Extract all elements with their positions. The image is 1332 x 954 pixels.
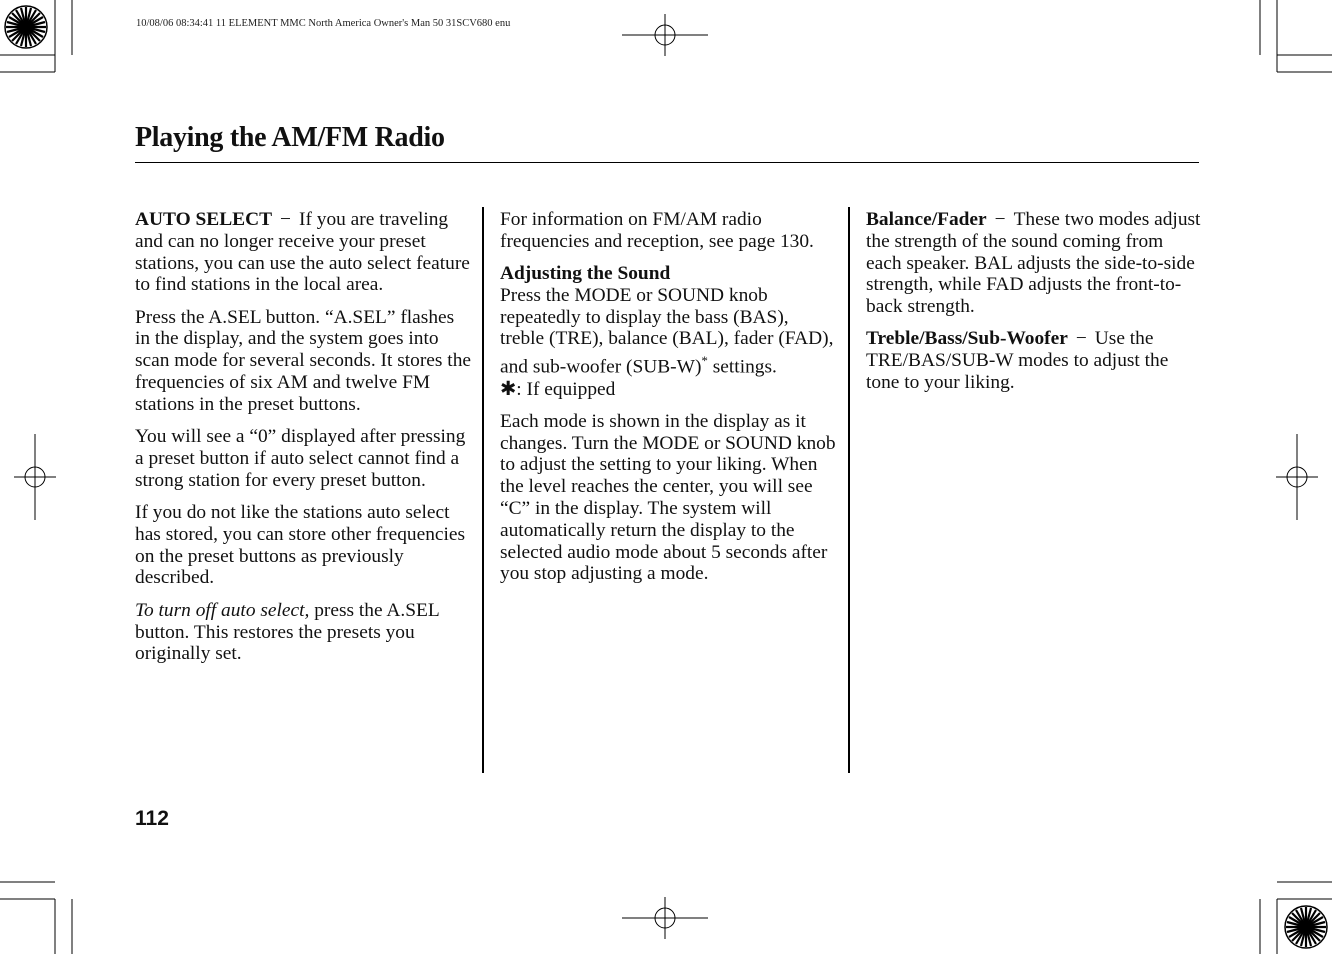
print-slug: 10/08/06 08:34:41 11 ELEMENT MMC North America Owner's Man 50 31SCV680 enu [136, 18, 511, 29]
settings-text: settings. [712, 356, 777, 378]
balance-fader-text: These two modes adjust the strength of the sound coming from each speaker. BAL adjusts the side-to-side strength, while FAD adjusts the front-to-back strength. [866, 209, 1201, 318]
mode-knob-text: Press the MODE or SOUND knob repeatedly to display the bass (BAS), treble (TRE), balance (BAL), fader (FAD), and sub-woofer (SUB-W) [500, 284, 834, 378]
auto-select-paragraph [135, 209, 471, 296]
footnote-mark-icon: ✱ [500, 378, 517, 400]
each-mode-paragraph: Each mode is shown in the display as it changes. Turn the MODE or SOUND knob to adjust the setting to your liking. When the level reaches the center, you will see “C” in the display. The system will automatically return the display to the selected audio mode about 5 seconds after you stop adjusting a mode. [500, 410, 836, 585]
column-divider-2 [848, 207, 850, 773]
treble-bass-text: Use the TRE/BAS/SUB-W modes to adjust the tone to your liking. [866, 328, 1169, 394]
starburst-top-left-icon [5, 6, 47, 48]
page-number: 112 [135, 807, 169, 830]
mode-knob-paragraph [500, 285, 836, 379]
em-dash: − [1075, 328, 1087, 350]
footnote [500, 379, 836, 401]
balance-fader-term: Balance/Fader [866, 209, 987, 230]
zero-displayed-paragraph: You will see a “0” displayed after pressing a preset button if auto select cannot find a strong station for every preset button. [135, 426, 466, 491]
column-2 [500, 209, 836, 596]
footnote-text: : If equipped [516, 378, 616, 400]
turn-off-italic: To turn off auto select, [135, 599, 310, 621]
auto-select-term: AUTO SELECT [135, 209, 273, 230]
auto-select-text: If you are traveling and can no longer receive your preset stations, you can use the auto select feature to find stations in the local area. [135, 209, 470, 296]
turn-off-paragraph [135, 600, 471, 665]
column-1 [135, 209, 471, 676]
treble-bass-paragraph [866, 328, 1202, 393]
starburst-bottom-right-icon [1285, 906, 1327, 948]
fm-am-info-paragraph: For information on FM/AM radio frequencies and reception, see page 130. [500, 209, 814, 252]
adjusting-sound-heading-text: Adjusting the Sound [500, 263, 671, 285]
em-dash: − [280, 209, 291, 230]
page-title: Playing the AM/FM Radio [135, 122, 445, 153]
asel-paragraph: Press the A.SEL button. “A.SEL” flashes in the display, and the system goes into scan mode for several seconds. It stores the frequencies of six AM and twelve FM stations in the preset buttons. [135, 306, 471, 415]
title-rule [135, 162, 1199, 163]
column-3 [866, 209, 1202, 404]
adjusting-sound-heading [500, 263, 836, 285]
asterisk-mark: * [701, 353, 708, 369]
column-divider-1 [482, 207, 484, 773]
balance-fader-paragraph [866, 209, 1202, 318]
em-dash: − [994, 209, 1006, 230]
store-other-paragraph: If you do not like the stations auto select has stored, you can store other frequencies on the preset buttons as previously described. [135, 502, 466, 589]
turn-off-text: press the A.SEL button. This restores the presets you originally set. [135, 599, 439, 665]
treble-bass-term: Treble/Bass/Sub-Woofer [866, 328, 1068, 350]
